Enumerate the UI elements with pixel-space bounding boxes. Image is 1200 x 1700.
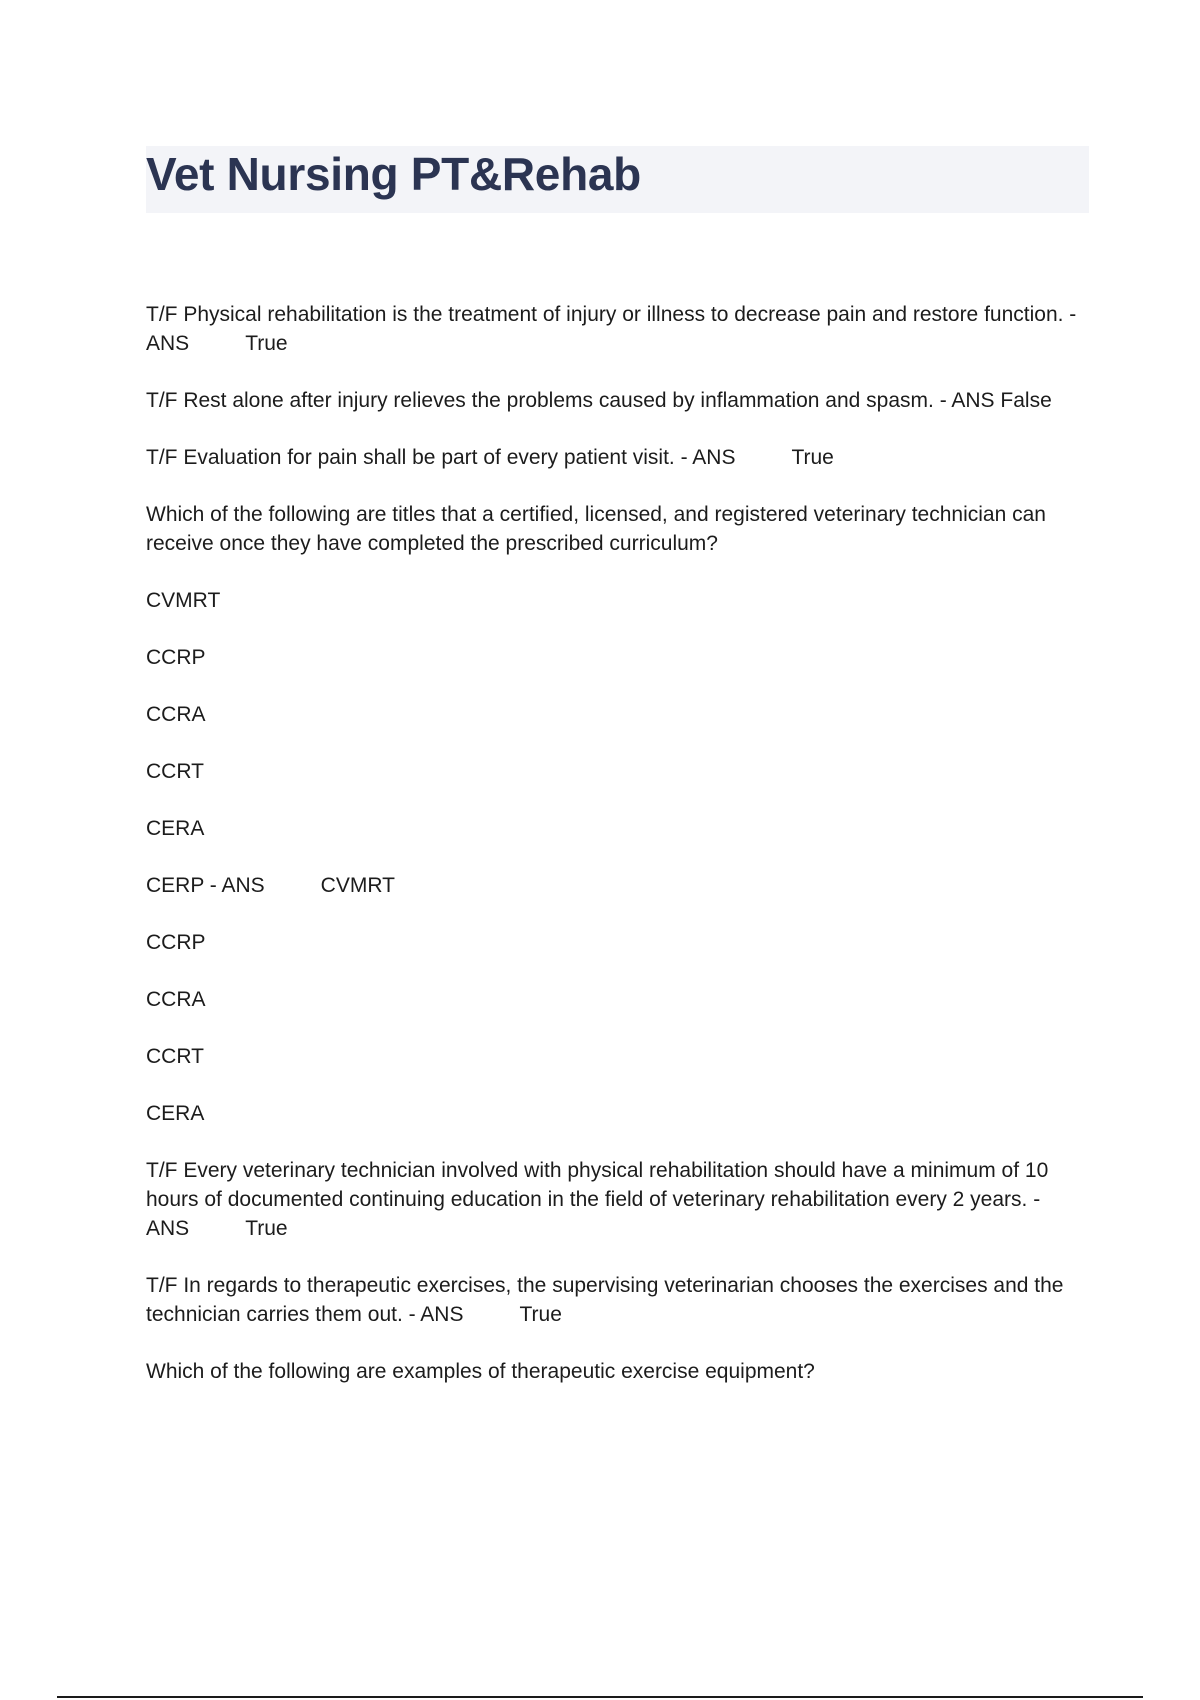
option-text: CCRT xyxy=(146,760,204,783)
question-2 xyxy=(146,386,1086,415)
option-text: CERP - ANS xyxy=(146,874,265,897)
option-text: CVMRT xyxy=(146,589,221,612)
option-text: CCRA xyxy=(146,988,206,1011)
option-text: CCRT xyxy=(146,1045,204,1068)
option-line xyxy=(146,1042,1086,1071)
answer-value: True xyxy=(245,1217,288,1240)
document-body xyxy=(146,300,1086,1414)
option-text: CCRP xyxy=(146,931,206,954)
question-5 xyxy=(146,1156,1086,1243)
question-text: T/F Every veterinary technician involved with physical rehabilitation should have a minimum of 10 hours of documented continuing education in the field of veterinary rehabilitation every 2 years. - ANS xyxy=(146,1159,1055,1240)
question-text: T/F In regards to therapeutic exercises, the supervising veterinarian chooses the exercises and the technician carries them out. - ANS xyxy=(146,1274,1070,1326)
question-text: T/F Physical rehabilitation is the treatment of injury or illness to decrease pain and restore function. - ANS xyxy=(146,303,1081,355)
answer-value: True xyxy=(519,1303,562,1326)
option-line xyxy=(146,814,1086,843)
question-text: T/F Rest alone after injury relieves the problems caused by inflammation and spasm. - ANS xyxy=(146,389,995,412)
question-text: T/F Evaluation for pain shall be part of every patient visit. - ANS xyxy=(146,446,736,469)
answer-value: False xyxy=(1000,389,1052,412)
option-text: CCRA xyxy=(146,703,206,726)
question-text: Which of the following are titles that a certified, licensed, and registered veterinary technician can receive once they have completed the prescribed curriculum? xyxy=(146,503,1052,555)
question-3 xyxy=(146,443,1086,472)
option-line xyxy=(146,1099,1086,1128)
option-text: CERA xyxy=(146,1102,205,1125)
document-title: Vet Nursing PT&Rehab xyxy=(146,148,641,200)
option-line xyxy=(146,643,1086,672)
question-1 xyxy=(146,300,1086,358)
question-6 xyxy=(146,1271,1086,1329)
footer-divider xyxy=(57,1696,1143,1698)
answer-value: True xyxy=(245,332,288,355)
option-text: CCRP xyxy=(146,646,206,669)
option-line xyxy=(146,700,1086,729)
question-4 xyxy=(146,500,1086,558)
option-line xyxy=(146,985,1086,1014)
option-line xyxy=(146,928,1086,957)
option-line xyxy=(146,871,1086,900)
option-text: CERA xyxy=(146,817,205,840)
answer-value: True xyxy=(791,446,834,469)
question-7 xyxy=(146,1357,1086,1386)
option-line xyxy=(146,757,1086,786)
option-line xyxy=(146,586,1086,615)
answer-value: CVMRT xyxy=(320,874,395,897)
question-text: Which of the following are examples of therapeutic exercise equipment? xyxy=(146,1360,815,1383)
